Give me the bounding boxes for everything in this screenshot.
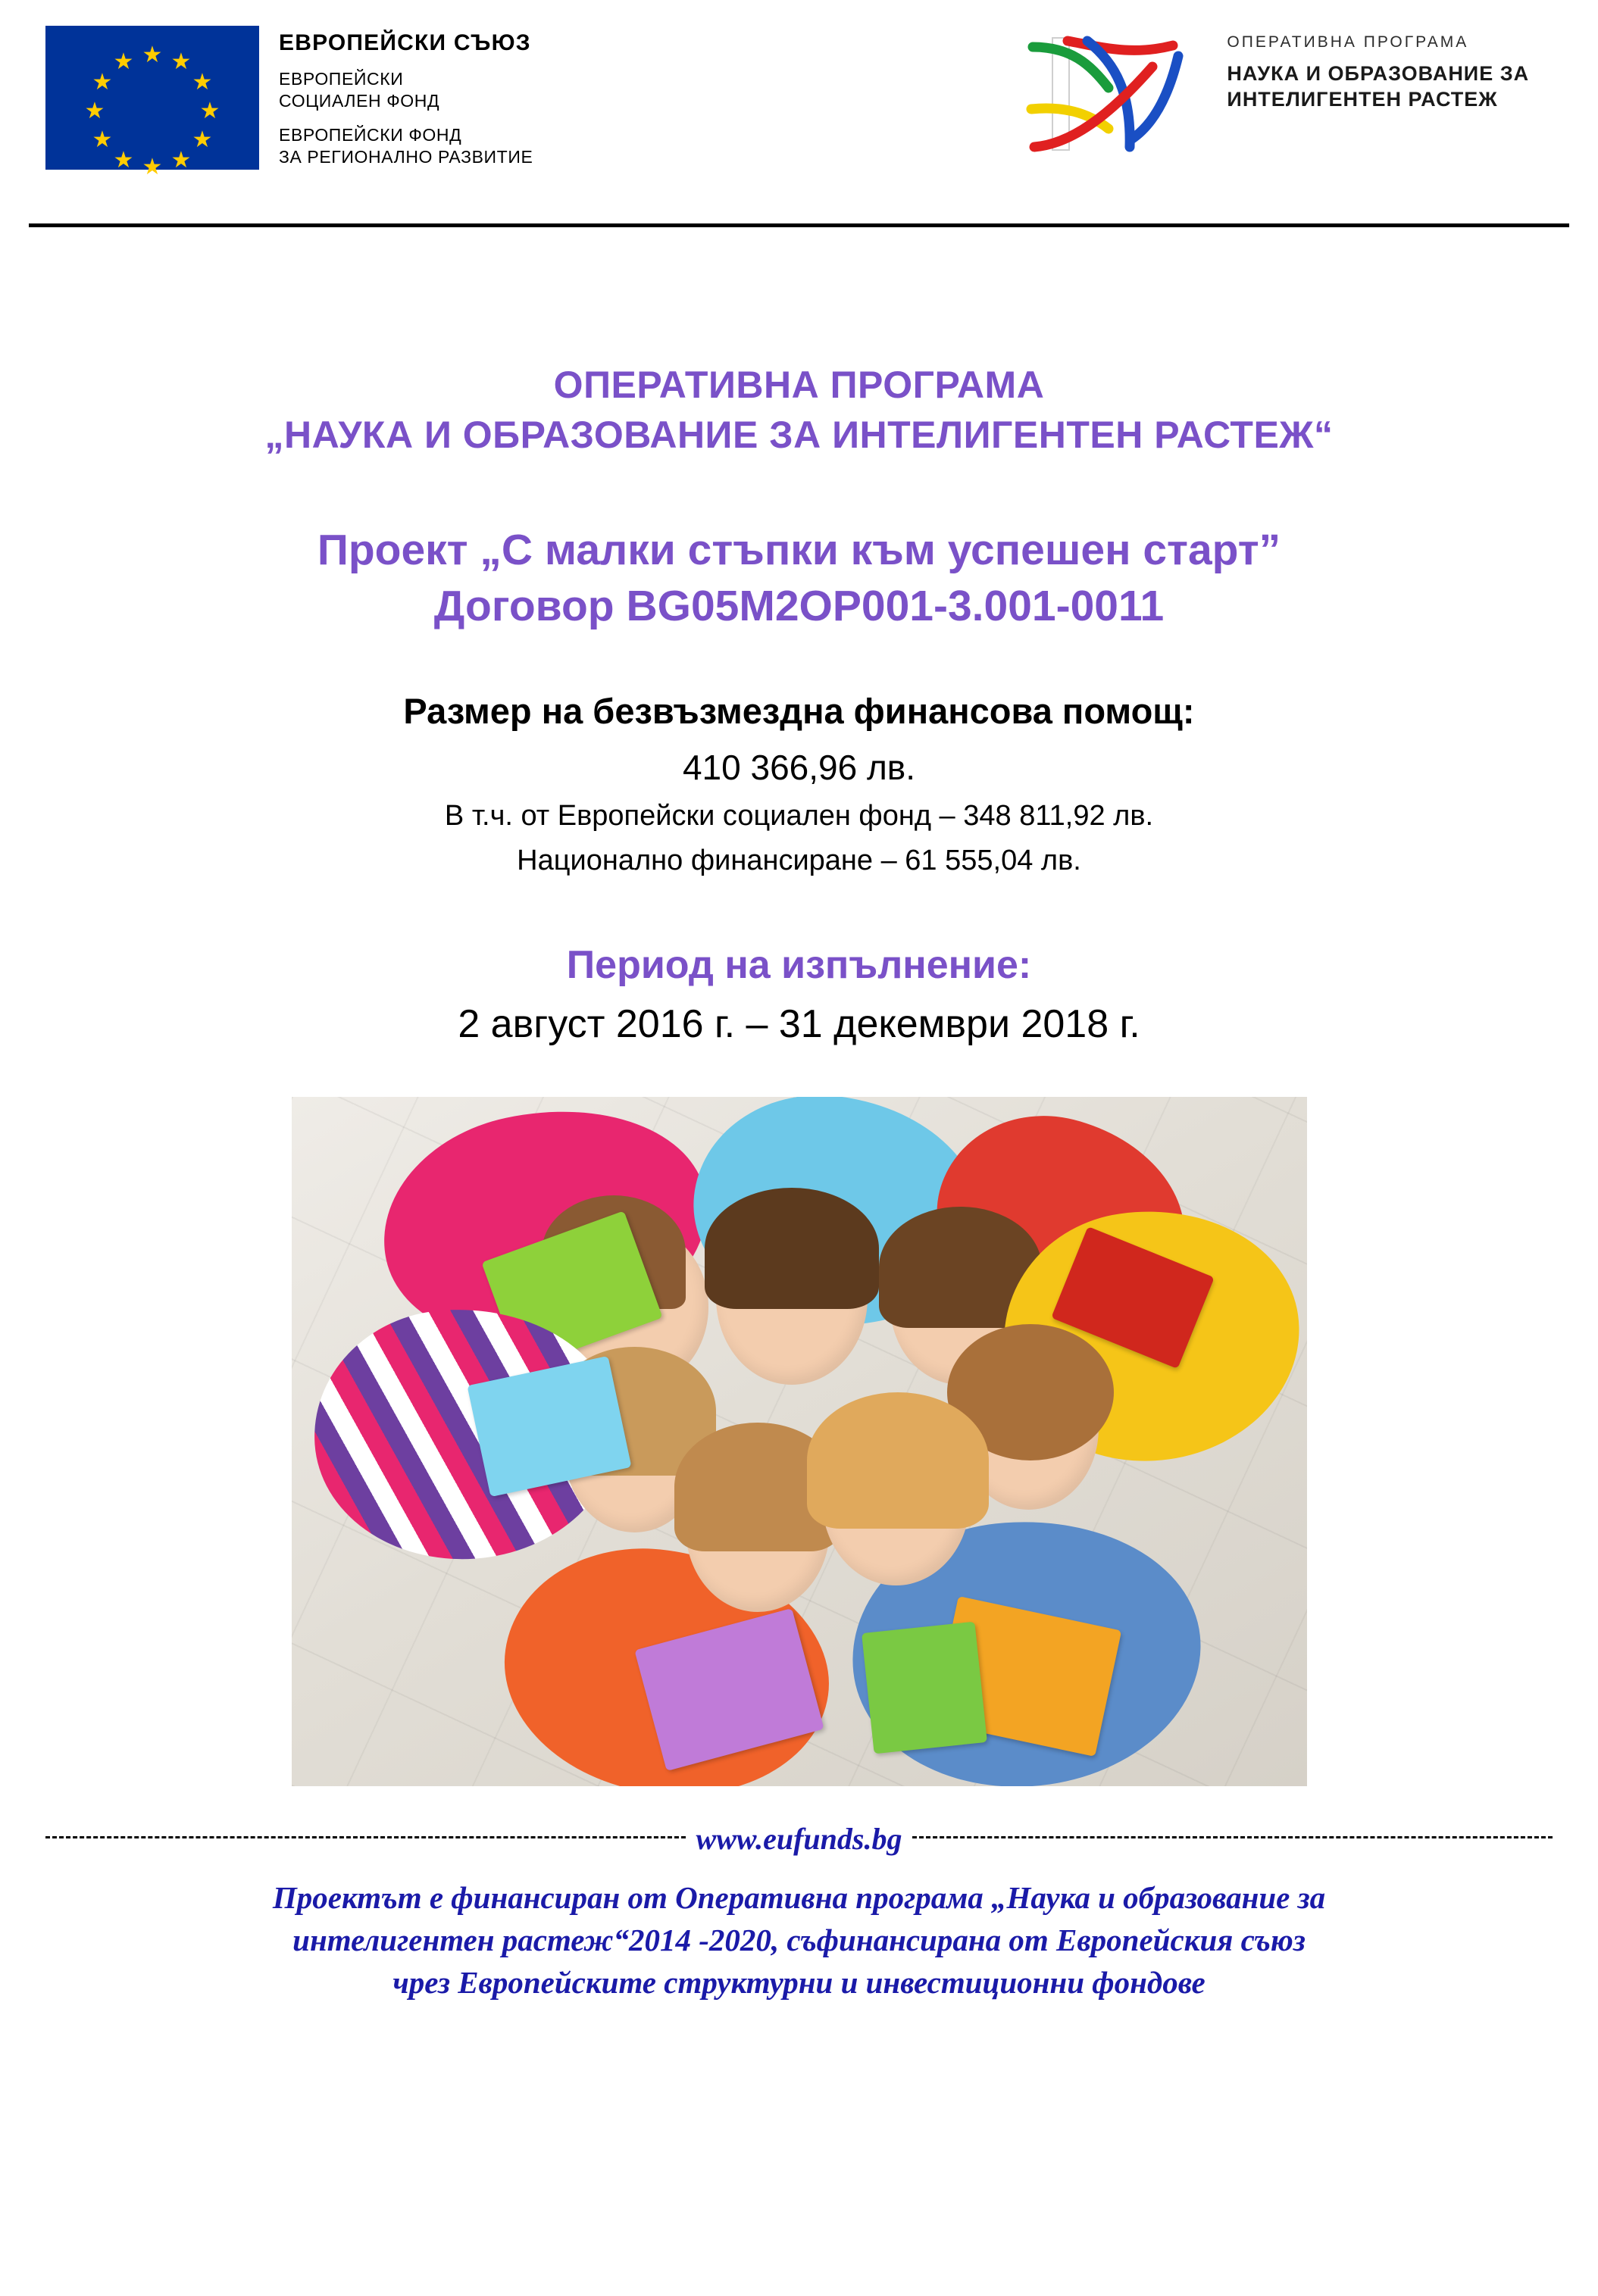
document-footer <box>0 1821 1598 2004</box>
eu-logo-line-1: ЕВРОПЕЙСКИ СЪЮЗ <box>279 30 531 55</box>
footer-disclaimer-line-1: Проектът е финансиран от Оперативна програма „Наука и образование за <box>272 1880 1326 1915</box>
period-value: 2 август 2016 г. – 31 декември 2018 г. <box>458 1002 1140 1046</box>
photo-hair-2 <box>705 1188 879 1309</box>
footer-disclaimer-line-3: чрез Европейските структурни и инвестиционни фондове <box>392 1965 1206 2000</box>
period-heading: Период на изпълнение: <box>566 943 1032 987</box>
grant-national-amount: Национално финансиране – 61 555,04 лв. <box>517 845 1081 876</box>
eu-logo-line-3b: ЗА РЕГИОНАЛНО РАЗВИТИЕ <box>279 147 533 167</box>
project-contract-number: Договор BG05M2OP001-3.001-0011 <box>433 582 1165 630</box>
photo-book-green-2 <box>862 1622 987 1754</box>
op-title-line-2: „НАУКА И ОБРАЗОВАНИЕ ЗА ИНТЕЛИГЕНТЕН РАСТЕЖ“ <box>264 414 1334 456</box>
op-logo-title-line-1: НАУКА И ОБРАЗОВАНИЕ ЗА <box>1227 62 1530 85</box>
footer-disclaimer-line-2: интелигентен растеж“2014 -2020, съфинансирана от Европейския съюз <box>292 1923 1306 1957</box>
op-program-mark-icon <box>1018 33 1207 155</box>
eufunds-link[interactable]: www.eufunds.bg <box>696 1822 902 1856</box>
op-logo-title <box>1227 61 1529 112</box>
op-title-line-1: ОПЕРАТИВНА ПРОГРАМА <box>553 364 1045 406</box>
document-body <box>0 360 1598 1786</box>
operational-programme-title <box>68 360 1530 460</box>
grant-heading: Размер на безвъзмездна финансова помощ: <box>403 691 1195 731</box>
footer-dashes-left <box>45 1836 686 1838</box>
grant-esf-amount: В т.ч. от Европейски социален фонд – 348 811,92 лв. <box>444 800 1154 832</box>
grant-total-amount: 410 366,96 лв. <box>682 748 916 787</box>
eu-logo-line-2b: СОЦИАЛЕН ФОНД <box>279 91 440 111</box>
op-logo-subtitle: ОПЕРАТИВНА ПРОГРАМА <box>1227 33 1469 51</box>
header-divider <box>29 223 1569 227</box>
eu-logo-line-3a: ЕВРОПЕЙСКИ ФОНД <box>279 125 462 145</box>
eu-logo-line-2a: ЕВРОПЕЙСКИ <box>279 69 404 89</box>
photo-hair-7 <box>807 1392 989 1529</box>
header-logos-row <box>45 26 1553 180</box>
footer-url-row <box>45 1821 1553 1857</box>
eu-logo-line-3 <box>279 124 533 168</box>
eu-logo-text <box>279 26 533 168</box>
project-name: Проект „С малки стъпки към успешен старт” <box>317 526 1281 574</box>
eu-flag-icon: ★ ★ ★ ★ ★ ★ ★ ★ ★ ★ ★ ★ <box>45 26 259 170</box>
project-title <box>68 522 1530 634</box>
document-header <box>0 0 1598 227</box>
footer-disclaimer <box>45 1876 1553 2004</box>
op-logo-title-line-2: ИНТЕЛИГЕНТЕН РАСТЕЖ <box>1227 88 1498 111</box>
eu-logo-line-2 <box>279 68 533 112</box>
op-logo-text <box>1227 33 1529 112</box>
eu-logo-block <box>45 26 533 180</box>
project-photo <box>292 1097 1307 1786</box>
op-logo-block <box>1018 26 1529 155</box>
footer-dashes-right <box>912 1836 1553 1838</box>
